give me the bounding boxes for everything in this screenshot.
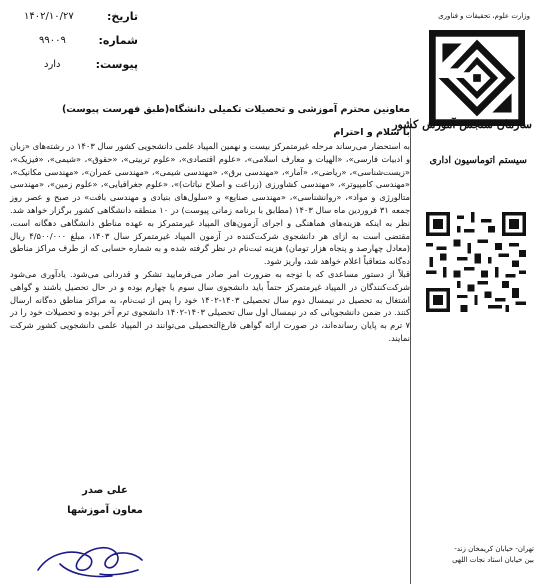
handwritten-signature-icon <box>30 530 150 584</box>
greeting: با سلام و احترام <box>333 127 410 138</box>
letterhead-sidebar <box>392 0 540 584</box>
address-line: بین خیابان استاد نجات اللهی <box>452 556 534 564</box>
sidebar-divider <box>410 118 411 584</box>
body-paragraph: قبلاً از دستور مساعدی که با توجه به ضرورت امر صادر می‌فرمایید تشکر و قدردانی می‌شود. یادآوری می‌شود شرکت‌کنندگان در المپیاد غیرمتمرکز حتماً باید دانشجوی سال سوم یا چهارم بوده و در حال تحصیل باشند و گواهی اشتغال به تحصیل در نیمسال دوم سال تحصیلی ۱۴۰۳-۱۴۰۲ خود را پس از ثبت‌نام، به مراکز مناطق ده‌گانه ارسال کنند. در ضمن دانشجویانی که در نیمسال اول سال تحصیلی ۱۴۰۳-۱۴۰۲ دانشجوی ترم آخر بوده و تحصیلات خود را در ۷ ترم به پایان رسانده‌اند، در صورت ارائه گواهی فارغ‌التحصیلی می‌توانند در المپیاد علمی دانشجویی کشور شرکت نمایند. <box>10 268 410 343</box>
attachment-label: پیوست: <box>95 58 138 71</box>
letter-header-values <box>14 8 94 80</box>
date-label: تاریخ: <box>106 10 138 23</box>
addressee: معاونین محترم آموزشی و تحصیلات تکمیلی دانشگاه(طبق فهرست پیوست) <box>61 104 410 115</box>
body-paragraph: به استحضار می‌رساند مرحله غیرمتمرکز بیست و نهمین المپیاد علمی دانشجویی کشور سال ۱۴۰۳ در رشته‌های «زبان و ادبیات فارسی»، «الهیات و معارف اسلامی»، «علوم اقتصادی»، «علوم تربیتی»، «حقوق»، «شیمی»، «فیزیک»، «زیست‌شناسی»، «ریاضی»، «آمار»، «مهندسی برق»، «مهندسی شیمی»، «مهندسی عمران»، «مهندسی مکانیک»، «مهندسی کامپیوتر»، «مهندسی کشاورزی (زراعت و اصلاح نباتات)»، «علوم جغرافیایی»، «علوم زمین»، «مهندسی متالورژی و مواد»، «روانشناسی»، «مهندسی صنایع» و «سلول‌های بنیادی و مهندسی بافت» در صبح و عصر روز جمعه ۳۱ فروردین ماه سال ۱۴۰۳ (مطابق با برنامه زمانی پیوست) در ۱۰ منطقه دانشگاهی کشور برگزار خواهد شد. نظر به اینکه هزینه‌های هماهنگی و اجرای آزمون‌های المپیاد غیرمتمرکز به عهده مناطق دانشگاهی دهگانه است، مقتضی است به ازای هر دانشجوی شرکت‌کننده در آزمون المپیاد غیرمتمرکز سال ۱۴۰۳، مبلغ ۴/۵۰۰/۰۰۰ ریال (معادل چهارصد و پنجاه هزار تومان) هزینه ثبت‌نام در نظر گرفته شده و به شماره حسابی که از طرف مراکز مناطق ده‌گانه متعاقباً اعلام خواهد شد، واریز شود. <box>10 141 411 267</box>
organization-name: سازمان سنجش آموزش کشور <box>392 118 532 131</box>
qr-code-icon <box>426 212 526 312</box>
signature-block <box>45 483 165 519</box>
system-name: سیستم اتوماسیون اداری <box>429 155 527 166</box>
letter-body <box>10 104 410 345</box>
ministry-name: وزارت علوم، تحقیقات و فناوری <box>438 12 530 20</box>
number-value: ۹۹۰۰۹ <box>39 35 66 46</box>
organization-logo-icon <box>429 30 525 126</box>
signer-title: معاون آموزشها <box>67 505 143 516</box>
signer-name: علی صدر <box>82 485 128 496</box>
address-line: تهران- خیابان کریمخان زند- <box>454 545 534 553</box>
attachment-value: دارد <box>44 59 61 70</box>
number-label: شماره: <box>98 34 138 47</box>
date-value: ۱۴۰۲/۱۰/۲۷ <box>24 11 74 22</box>
address-block <box>410 544 534 566</box>
